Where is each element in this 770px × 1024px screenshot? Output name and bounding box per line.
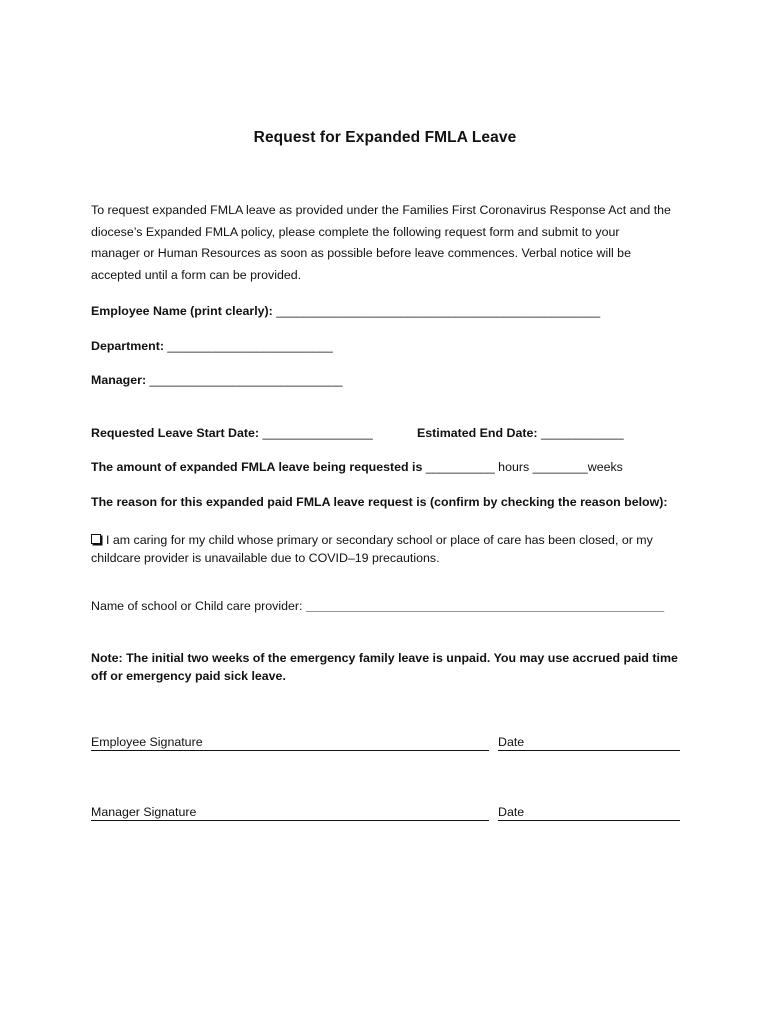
employee-date-field[interactable] [498, 735, 680, 751]
employee-name-label: Employee Name (print clearly): [91, 304, 273, 318]
manager-date-field[interactable] [498, 805, 680, 821]
manager-signature-label: Manager Signature [91, 805, 197, 819]
note-line: off or emergency paid sick leave. [91, 669, 286, 683]
start-date-row [91, 426, 373, 440]
end-date-label: Estimated End Date: [417, 426, 538, 440]
date-label: Date [498, 735, 525, 749]
page-title: Request for Expanded FMLA Leave [253, 129, 517, 146]
reason-label: The reason for this expanded paid FMLA leave request is (confirm by checking the reason below): [91, 495, 668, 509]
reason-option-text: I am caring for my child whose primary or secondary school or place of care has been closed, or my [106, 533, 653, 547]
intro-line: accepted until a form can be provided. [91, 267, 302, 282]
employee-signature-label: Employee Signature [91, 735, 203, 749]
school-field[interactable]: ____________________________________________________ [302, 599, 665, 613]
manager-signature-field[interactable] [91, 805, 489, 821]
intro-paragraph [91, 200, 691, 286]
reason-option [91, 531, 653, 567]
checkbox-icon[interactable] [91, 534, 101, 544]
manager-row [91, 373, 343, 387]
intro-line: To request expanded FMLA leave as provided under the Families First Coronavirus Response Act and the [91, 203, 671, 217]
manager-signature-row [91, 805, 680, 821]
date-label: Date [498, 805, 525, 819]
start-date-label: Requested Leave Start Date: [91, 426, 260, 440]
intro-line: manager or Human Resources as soon as possible before leave commences. Verbal notice will be [91, 246, 631, 260]
start-date-field[interactable]: ________________ [259, 426, 373, 440]
end-date-field[interactable]: ____________ [537, 426, 624, 440]
amount-field[interactable]: __________ hours ________weeks [422, 460, 623, 474]
employee-signature-row [91, 735, 680, 751]
manager-label: Manager: [91, 373, 147, 387]
school-label: Name of school or Child care provider: [91, 599, 303, 613]
manager-field[interactable]: ____________________________ [146, 373, 343, 387]
employee-name-field[interactable]: _______________________________________________ [272, 304, 601, 318]
end-date-row [417, 426, 624, 440]
note [91, 649, 678, 685]
department-label: Department: [91, 339, 164, 353]
department-field[interactable]: ________________________ [163, 339, 333, 353]
amount-label: The amount of expanded FMLA leave being requested is [91, 460, 423, 474]
employee-name-row [91, 304, 600, 318]
intro-line: diocese’s Expanded FMLA policy, please complete the following request form and submit to your [91, 224, 620, 239]
reason-option-text-cont: childcare provider is unavailable due to COVID–19 precautions. [91, 551, 440, 565]
note-line: Note: The initial two weeks of the emergency family leave is unpaid. You may use accrued paid time [91, 651, 678, 665]
employee-signature-field[interactable] [91, 735, 489, 751]
department-row [91, 339, 333, 353]
school-row [91, 599, 664, 613]
amount-row [91, 460, 623, 474]
